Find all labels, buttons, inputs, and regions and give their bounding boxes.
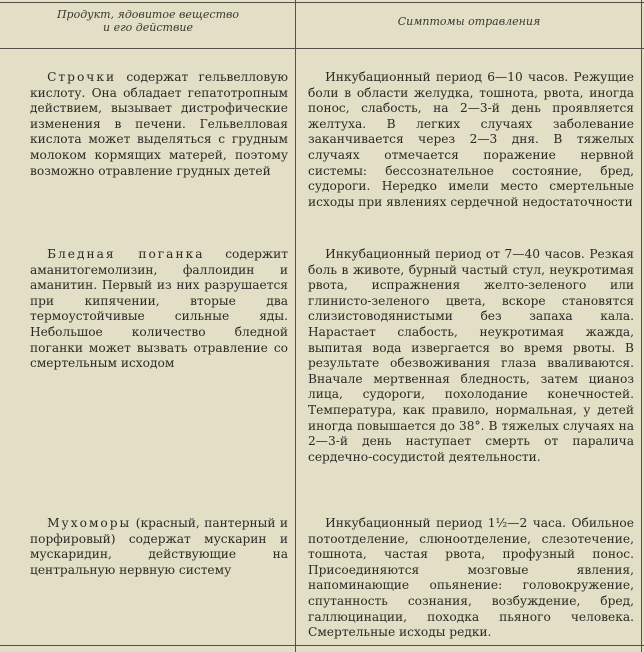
product-name: Мухоморы (47, 516, 132, 530)
symptoms-cell-mukhomory: Инкубационный период 1½—2 часа. Обильное потоотделение, слюноотделение, слезотечение, тошнота, частая рвота, профузный понос. Присоединяются мозговые явления, напоминающие опьянение: головокружение, спутанность сознания, возбуждение, бред, галлюцинации, походка пьяного человека. Смертельные исходы редки. (308, 516, 634, 640)
product-name: Бледная поганка (47, 247, 205, 261)
header-product-line2: и его действие (103, 21, 193, 34)
table-bottom-border (0, 645, 644, 646)
product-description: (красный, пантерный и порфировый) содержат мускарин и мускаридин, действующие на центральную нервную систему (30, 516, 288, 577)
header-product-line1: Продукт, ядовитое вещество (56, 8, 240, 21)
header-symptoms: Симптомы отравления (397, 15, 541, 28)
product-name: Строчки (47, 70, 117, 84)
product-description: содержат гельвелловую кислоту. Она обладает гепатотропным действием, вызывает дистрофические изменения в печени. Гельвелловая кислота может выделяться с грудным молоком кормящих матерей, поэтому возможно отравление грудных детей (30, 70, 289, 178)
product-cell-blednaya-poganka (30, 247, 288, 372)
product-cell-strochki (30, 70, 288, 179)
symptoms-cell-blednaya-poganka: Инкубационный период от 7—40 часов. Резкая боль в животе, бурный частый стул, неукротимая рвота, испражнения желто-зеленого или глинисто-зеленого цвета, вскоре становятся слизистоводянистыми без запаха кала. Нарастает слабость, неукротимая жажда, выпитая вода извергается во время рвоты. В результате обезвоживания глаза вваливаются. Вначале мертвенная бледность, затем цианоз лица, судороги, похолодание конечностей. Температура, как правило, нормальная, у детей иногда повышается до 38°. В тяжелых случаях на 2—3-й день наступает смерть от паралича сердечно-сосудистой деятельности. (308, 247, 634, 464)
table-top-border (0, 2, 644, 3)
table-right-border (641, 0, 642, 652)
header-product (6, 8, 290, 34)
symptoms-cell-strochki: Инкубационный период 6—10 часов. Режущие боли в области желудка, тошнота, рвота, иногда понос, слабость, на 2—3-й день проявляется желтуха. В легких случаях заболевание заканчивается через 2—3 дня. В тяжелых случаях отмечается поражение нервной системы: бессознательное состояние, бред, судороги. Нередко имели место смертельные исходы при явлениях сердечной недостаточности (308, 70, 634, 209)
header-bottom-border (0, 48, 644, 49)
product-description: содержит аманитогемолизин, фаллоидин и аманитин. Первый из них разрушается при кипячении, вторые два термоустойчивые сильные яды. Небольшое количество бледной поганки может вызвать отравление со смертельным исходом (30, 247, 288, 371)
column-divider (295, 0, 296, 652)
product-cell-mukhomory (30, 516, 288, 578)
